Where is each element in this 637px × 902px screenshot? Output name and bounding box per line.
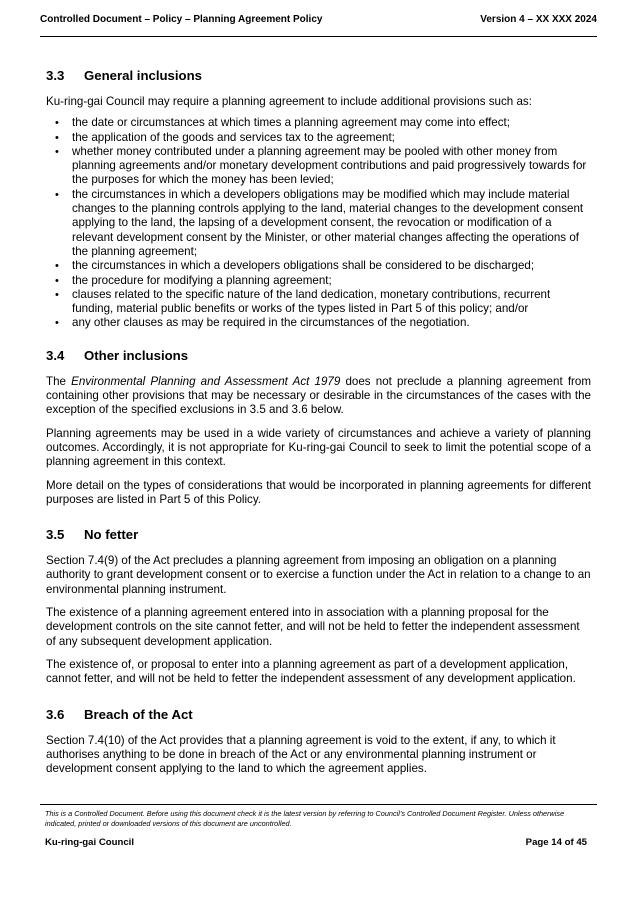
text-run: The <box>46 374 72 388</box>
list-item-text: any other clauses as may be required in the circumstances of the negotiation. <box>72 316 470 330</box>
list-item-text: the circumstances in which a developers obligations may be modified which may include material changes to the planning controls applying to the land, material changes to the development consent applying to the land, the lapsing of a development consent, the revocation or modification of a relevant development consent by the Minister, or other material changes affecting the operations of the planning agreement; <box>72 187 584 258</box>
section-title: Breach of the Act <box>84 706 193 722</box>
list-item-text: the application of the goods and services tax to the agreement; <box>72 130 395 144</box>
list-item <box>46 259 591 273</box>
page-header <box>40 14 597 37</box>
act-title-italic: Environmental Planning and Assessment Act 1979 <box>71 374 341 388</box>
section-number: 3.4 <box>46 347 65 363</box>
section-title: Other inclusions <box>84 347 189 363</box>
section-heading <box>46 707 591 723</box>
list-item <box>46 116 591 130</box>
bullet-icon: • <box>55 145 59 158</box>
bullet-icon: • <box>55 117 59 130</box>
section-heading <box>46 348 591 364</box>
list-item <box>46 316 591 330</box>
section-heading <box>46 527 591 543</box>
header-version: Version 4 – XX XXX 2024 <box>480 14 597 25</box>
bullet-icon: • <box>55 260 59 273</box>
list-item <box>46 145 591 188</box>
footer-organisation: Ku-ring-gai Council <box>45 837 134 848</box>
paragraph: Section 7.4(9) of the Act precludes a planning agreement from imposing an obligation on a planning authority to grant development consent or to exercise a function under the Act in relation to a change to an environmental planning instrument. <box>46 554 591 596</box>
section-number: 3.6 <box>46 706 65 722</box>
list-item <box>46 288 591 317</box>
paragraph: Planning agreements may be used in a wide variety of circumstances and achieve a variety of planning outcomes. Accordingly, it is not appropriate for Ku-ring-gai Council to seek to limit the potential scope of a planning agreement in this context. <box>46 426 591 469</box>
paragraph: More detail on the types of considerations that would be incorporated in planning agreements for different purposes are listed in Part 5 of this Policy. <box>46 478 591 506</box>
paragraph: The existence of, or proposal to enter into a planning agreement as part of a development application, cannot fetter, and will not be held to fetter the independent assessment of any development application. <box>46 657 576 686</box>
list-item-text: the date or circumstances at which times a planning agreement may come into effect; <box>72 116 510 130</box>
section-number: 3.5 <box>46 527 65 543</box>
paragraph: Section 7.4(10) of the Act provides that a planning agreement is void to the extent, if any, to which it authorises anything to be done in breach of the Act or any environmental planning instrument or development consent applying to the land to which the agreement applies. <box>46 733 556 776</box>
document-body <box>46 68 591 776</box>
section-3-3 <box>46 68 591 331</box>
list-item-text: the circumstances in which a developers obligations shall be considered to be discharged; <box>72 259 535 273</box>
text-run: does not preclude a planning agreement from containing other provisions that may be necessary or desirable in the circumstances of the cases with the exception of the specified exclusions in 3.5 and 3.6 below. <box>46 374 592 417</box>
section-title: No fetter <box>84 527 139 543</box>
list-item <box>46 188 591 259</box>
controlled-document-disclaimer: This is a Controlled Document. Before using this document check it is the latest version by referring to Council’s Controlled Document Register. Unless otherwise indicated, printed or downloaded versions of this document are uncontrolled. <box>45 809 565 828</box>
bullet-icon: • <box>55 317 59 330</box>
bullet-icon: • <box>55 131 59 144</box>
page-number: Page 14 of 45 <box>525 837 587 848</box>
paragraph <box>46 375 591 418</box>
footer-row <box>40 837 597 848</box>
list-item-text: the procedure for modifying a planning agreement; <box>72 273 332 287</box>
bullet-icon: • <box>55 274 59 287</box>
page-footer <box>40 804 597 848</box>
section-heading <box>46 68 591 84</box>
section-number: 3.3 <box>46 68 65 83</box>
section-3-4 <box>46 348 591 507</box>
bullet-icon: • <box>55 188 59 201</box>
list-item <box>46 131 591 145</box>
list-item-text: clauses related to the specific nature of the land dedication, monetary contributions, recurrent funding, material public benefits or works of the types listed in Part 5 of this policy; and/or <box>72 287 551 316</box>
bullet-icon: • <box>55 288 59 301</box>
section-title: General inclusions <box>84 68 202 83</box>
list-item-text: whether money contributed under a planning agreement may be pooled with other money from planning agreements and/or monetary development contributions and paid progressively towards for the purposes for which the money has been levied; <box>72 144 587 187</box>
section-3-5 <box>46 527 591 686</box>
paragraph: The existence of a planning agreement entered into in association with a planning proposal for the development controls on the site cannot fetter, and will not be held to fetter the independent assessment of any subsequent development application. <box>46 606 580 648</box>
bullet-list <box>46 116 591 330</box>
list-item <box>46 274 591 288</box>
paragraph: Ku-ring-gai Council may require a planning agreement to include additional provisions such as: <box>46 95 532 108</box>
header-document-title: Controlled Document – Policy – Planning Agreement Policy <box>40 14 323 25</box>
section-3-6 <box>46 707 591 777</box>
